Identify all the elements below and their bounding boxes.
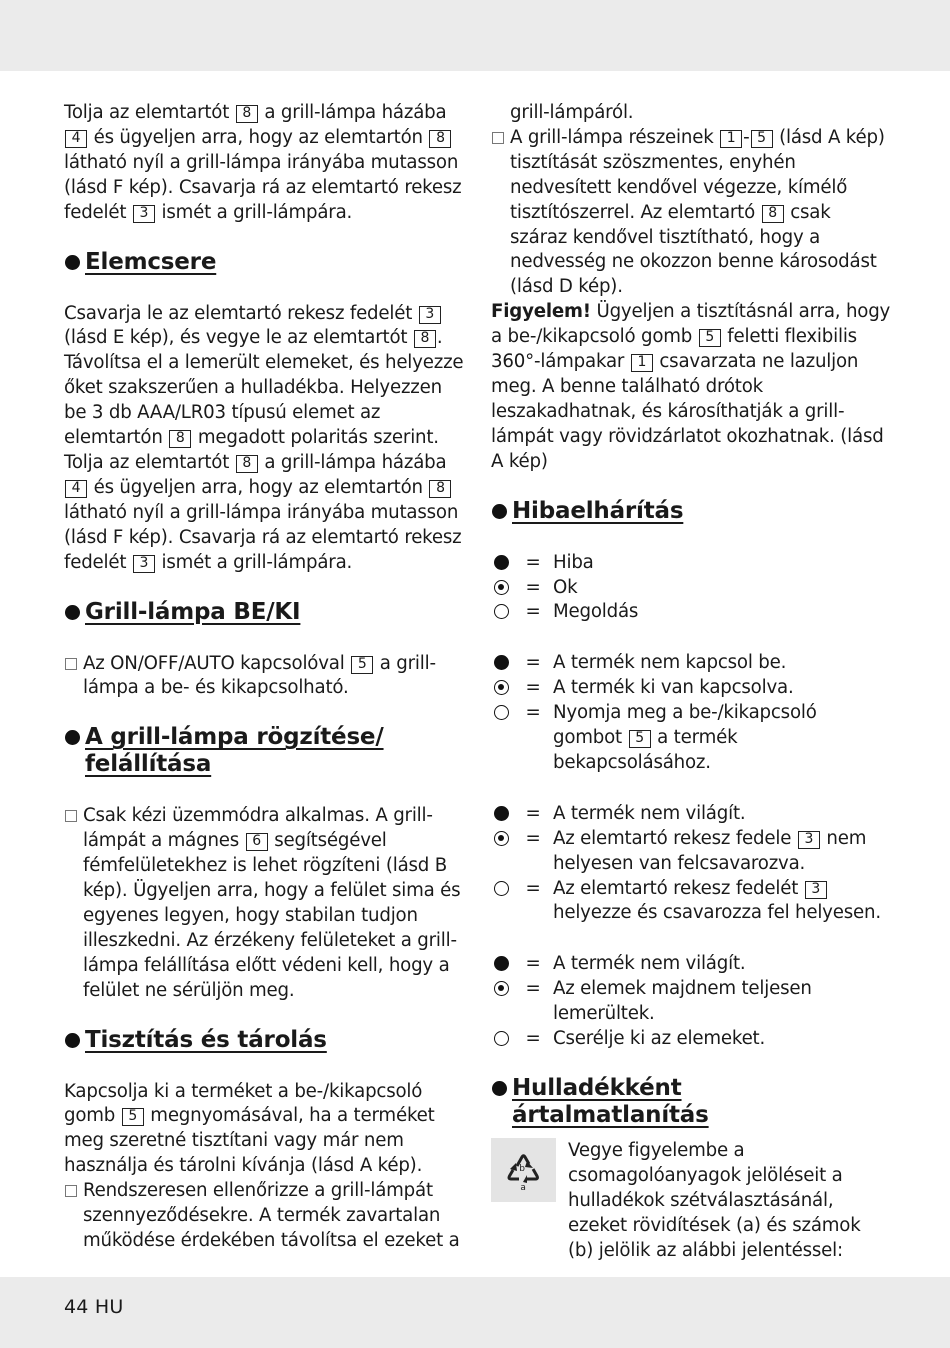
cleaning-bullet: Rendszeresen ellenőrizze a grill-lámpát szennyeződésekre. A termék zavartalan működése érdekében távolítsa el ezeket a (64, 1179, 464, 1254)
footer-band (0, 1277, 950, 1348)
language-code: HU (94, 1296, 124, 1318)
mount-bullet: Csak kézi üzemmódra alkalmas. A grill-lámpát a mágnes 6 segítségével fémfelületekhez is lehet rögzíteni (lásd B kép). Ügyeljen arra, hogy a felület sima és egyenes legyen, hogy stabilan tudjon illeszkedni. Az érzékeny felületeket a grill-lámpa felállítása előtt védeni kell, hogy a felület ne sérüljön meg. (64, 804, 464, 1003)
recycle-icon (491, 1138, 556, 1202)
onoff-bullet: Az ON/OFF/AUTO kapcsolóval 5 a grill-lámpa a be- és kikapcsolható. (64, 652, 464, 702)
trouble-row: = Az elemtartó rekesz fedelét 3 helyezze és csavarozza fel helyesen. (491, 877, 891, 927)
filled-circle-icon (491, 952, 513, 977)
filled-circle-icon (491, 651, 513, 676)
checkbox-bullet-icon (65, 810, 77, 822)
legend-list (491, 551, 891, 626)
legend-row: = Hiba (491, 551, 891, 576)
disposal-block (491, 1139, 891, 1264)
legend-row: = Ok (491, 576, 891, 601)
checkbox-bullet-icon (492, 132, 504, 144)
left-column (64, 101, 464, 1254)
heading-elemcsere: Elemcsere (64, 249, 464, 276)
svg-text:b: b (519, 1164, 525, 1174)
trouble-row: = A termék nem világít. (491, 802, 891, 827)
page-footer (64, 1295, 123, 1319)
checkbox-bullet-icon (65, 658, 77, 670)
cleaning-paragraph: Kapcsolja ki a terméket a be-/kikapcsoló gomb 5 megnyomásával, ha a terméket meg szeretné tisztítani vagy már nem használja és tárolni kívánja (lásd A kép). (64, 1080, 435, 1177)
open-circle-icon (491, 600, 513, 625)
heading-onoff: Grill-lámpa BE/KI (64, 599, 464, 626)
trouble-row: = A termék nem kapcsol be. (491, 651, 891, 676)
cleaning-continuation: grill-lámpáról. (510, 102, 634, 123)
bullet-dot-icon (492, 1081, 507, 1096)
intro-paragraph: Tolja az elemtartót 8 a grill-lámpa házába 4 és ügyeljen arra, hogy az elemtartón 8 látható nyíl a grill-lámpa irányába mutasson (lásd F kép). Csavarja rá az elemtartó rekesz fedelét 3 ismét a grill-lámpára. (64, 102, 462, 223)
dotted-circle-icon (491, 977, 513, 1002)
open-circle-icon (491, 877, 513, 902)
trouble-row: = Cserélje ki az elemeket. (491, 1027, 891, 1052)
open-circle-icon (491, 701, 513, 726)
dotted-circle-icon (491, 827, 513, 852)
svg-text:a: a (520, 1183, 526, 1193)
right-column (491, 101, 891, 1264)
bullet-dot-icon (65, 1033, 80, 1048)
trouble-group-2 (491, 802, 891, 927)
header-band (0, 0, 950, 71)
trouble-row: = Nyomja meg a be-/kikapcsoló gombot 5 a termék bekapcsolásához. (491, 701, 891, 776)
trouble-group-1 (491, 651, 891, 776)
trouble-row: = A termék ki van kapcsolva. (491, 676, 891, 701)
checkbox-bullet-icon (65, 1185, 77, 1197)
cleaning-bullet-2: A grill-lámpa részeinek 1 - 5 (lásd A kép) tisztítását szöszmentes, enyhén nedvesített kendővel végezze, kímélő tisztítószerrel. Az elemtartó 8 csak száraz kendővel tisztítható, hogy a nedvesség ne okozzon benne károsodást (lásd D kép). (491, 126, 891, 300)
open-circle-icon (491, 1027, 513, 1052)
bullet-dot-icon (65, 255, 80, 270)
trouble-row: = Az elemek majdnem teljesen lemerültek. (491, 977, 891, 1027)
bullet-dot-icon (65, 730, 80, 745)
dotted-circle-icon (491, 676, 513, 701)
filled-circle-icon (491, 802, 513, 827)
heading-troubleshooting: Hibaelhárítás (491, 498, 891, 525)
disposal-text: Vegye figyelembe a csomagolóanyagok jelöléseit a hulladékok szétválasztásánál, ezeket rövidítések (a) és számok (b) jelölik az alábbi jelentéssel: (568, 1140, 861, 1261)
warning-paragraph: Figyelem! Ügyeljen a tisztításnál arra, hogy a be-/kikapcsoló gomb 5 feletti flexibilis 360°-lámpakar 1 csavarzata ne lazuljon meg. A benne található drótok leszakadhatnak, és károsíthatják a grill-lámpát vagy rövidzárlatot okozhatnak. (lásd A kép) (491, 301, 891, 472)
page-number: 44 (64, 1296, 89, 1318)
filled-circle-icon (491, 551, 513, 576)
trouble-group-3 (491, 952, 891, 1052)
bullet-dot-icon (492, 504, 507, 519)
legend-row: = Megoldás (491, 600, 891, 625)
heading-mount: A grill-lámpa rögzítése/ felállítása (64, 724, 464, 778)
dotted-circle-icon (491, 576, 513, 601)
elemcsere-paragraph: Csavarja le az elemtartó rekesz fedelét 3 (lásd E kép), és vegye le az elemtartót 8 . Távolítsa el a lemerült elemeket, és helyezze őket szakszerűen a hulladékba. Helyezzen be 3 db AAA/LR03 típusú elemet az elemtartón 8 megadott polaritás szerint. Tolja az elemtartót 8 a grill-lámpa házába 4 és ügyeljen arra, hogy az elemtartón 8 látható nyíl a grill-lámpa irányába mutasson (lásd F kép). Csavarja rá az elemtartó rekesz fedelét 3 ismét a grill-lámpára. (64, 302, 464, 573)
trouble-row: = A termék nem világít. (491, 952, 891, 977)
heading-cleaning: Tisztítás és tárolás (64, 1027, 464, 1054)
heading-disposal: Hulladékként ártalmatlanítás (491, 1075, 891, 1129)
bullet-dot-icon (65, 605, 80, 620)
trouble-row: = Az elemtartó rekesz fedele 3 nem helyesen van felcsavarozva. (491, 827, 891, 877)
